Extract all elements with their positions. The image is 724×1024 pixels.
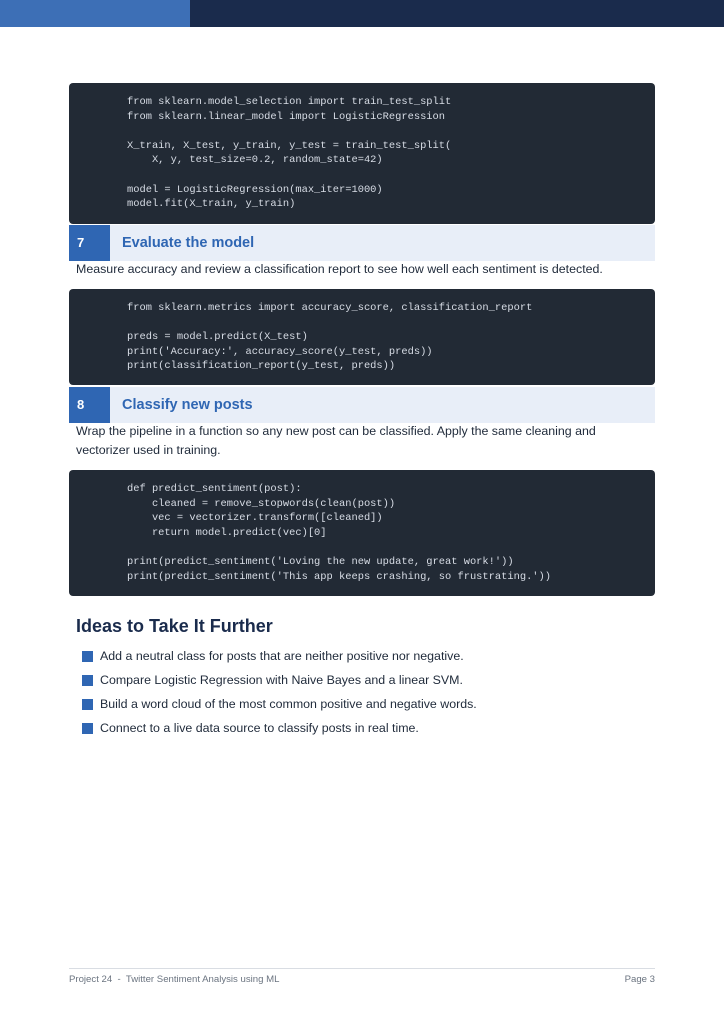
list-item <box>82 695 477 719</box>
step-7-header <box>69 225 655 261</box>
square-bullet-icon <box>82 699 93 710</box>
code-block-evaluate <box>69 289 655 385</box>
header-accent <box>0 0 190 27</box>
step-7-description: Measure accuracy and review a classification report to see how well each sentiment is detected. <box>76 262 603 276</box>
code-block-train <box>69 83 655 224</box>
square-bullet-icon <box>82 723 93 734</box>
ideas-list <box>82 647 477 743</box>
step-8-header <box>69 387 655 423</box>
code-block-predict <box>69 470 655 596</box>
list-item-text: Connect to a live data source to classify posts in real time. <box>100 721 419 735</box>
code-text: from sklearn.model_selection import train_test_split from sklearn.linear_model import LogisticRegression X_train, X_test, y_train, y_test = train_test_split( X, y, test_size=0.2, random_state=42) model = LogisticRegression(max_iter=1000) model.fit(X_train, y_train) <box>127 96 452 211</box>
list-item-text: Add a neutral class for posts that are neither positive nor negative. <box>100 649 464 663</box>
list-item-text: Compare Logistic Regression with Naive Bayes and a linear SVM. <box>100 673 463 687</box>
list-item <box>82 719 477 743</box>
step-title: Classify new posts <box>122 397 253 413</box>
step-number: 7 <box>69 225 110 261</box>
code-text: def predict_sentiment(post): cleaned = remove_stopwords(clean(post)) vec = vectorizer.transform([cleaned]) return model.predict(vec)[0] print(predict_sentiment('Loving the new update, great work!')) print(predict_sentiment('This app keeps crashing, so frustrating.')) <box>127 483 552 583</box>
list-item-text: Build a word cloud of the most common positive and negative words. <box>100 697 477 711</box>
footer-page-number: Page 3 <box>624 974 655 985</box>
header-bar <box>0 0 724 27</box>
footer-project-title: Project 24 - Twitter Sentiment Analysis using ML <box>69 974 280 985</box>
step-number: 8 <box>69 387 110 423</box>
list-item <box>82 671 477 695</box>
square-bullet-icon <box>82 651 93 662</box>
code-text: from sklearn.metrics import accuracy_score, classification_report preds = model.predict(X_test) print('Accuracy:', accuracy_score(y_test, preds)) print(classification_report(y_test, preds)) <box>127 302 533 373</box>
step-title: Evaluate the model <box>122 235 255 251</box>
square-bullet-icon <box>82 675 93 686</box>
footer-divider <box>69 968 655 969</box>
ideas-heading: Ideas to Take It Further <box>76 616 273 636</box>
step-8-description: Wrap the pipeline in a function so any new post can be classified. Apply the same cleaning and vectorizer used in training. <box>76 424 596 457</box>
list-item <box>82 647 477 671</box>
